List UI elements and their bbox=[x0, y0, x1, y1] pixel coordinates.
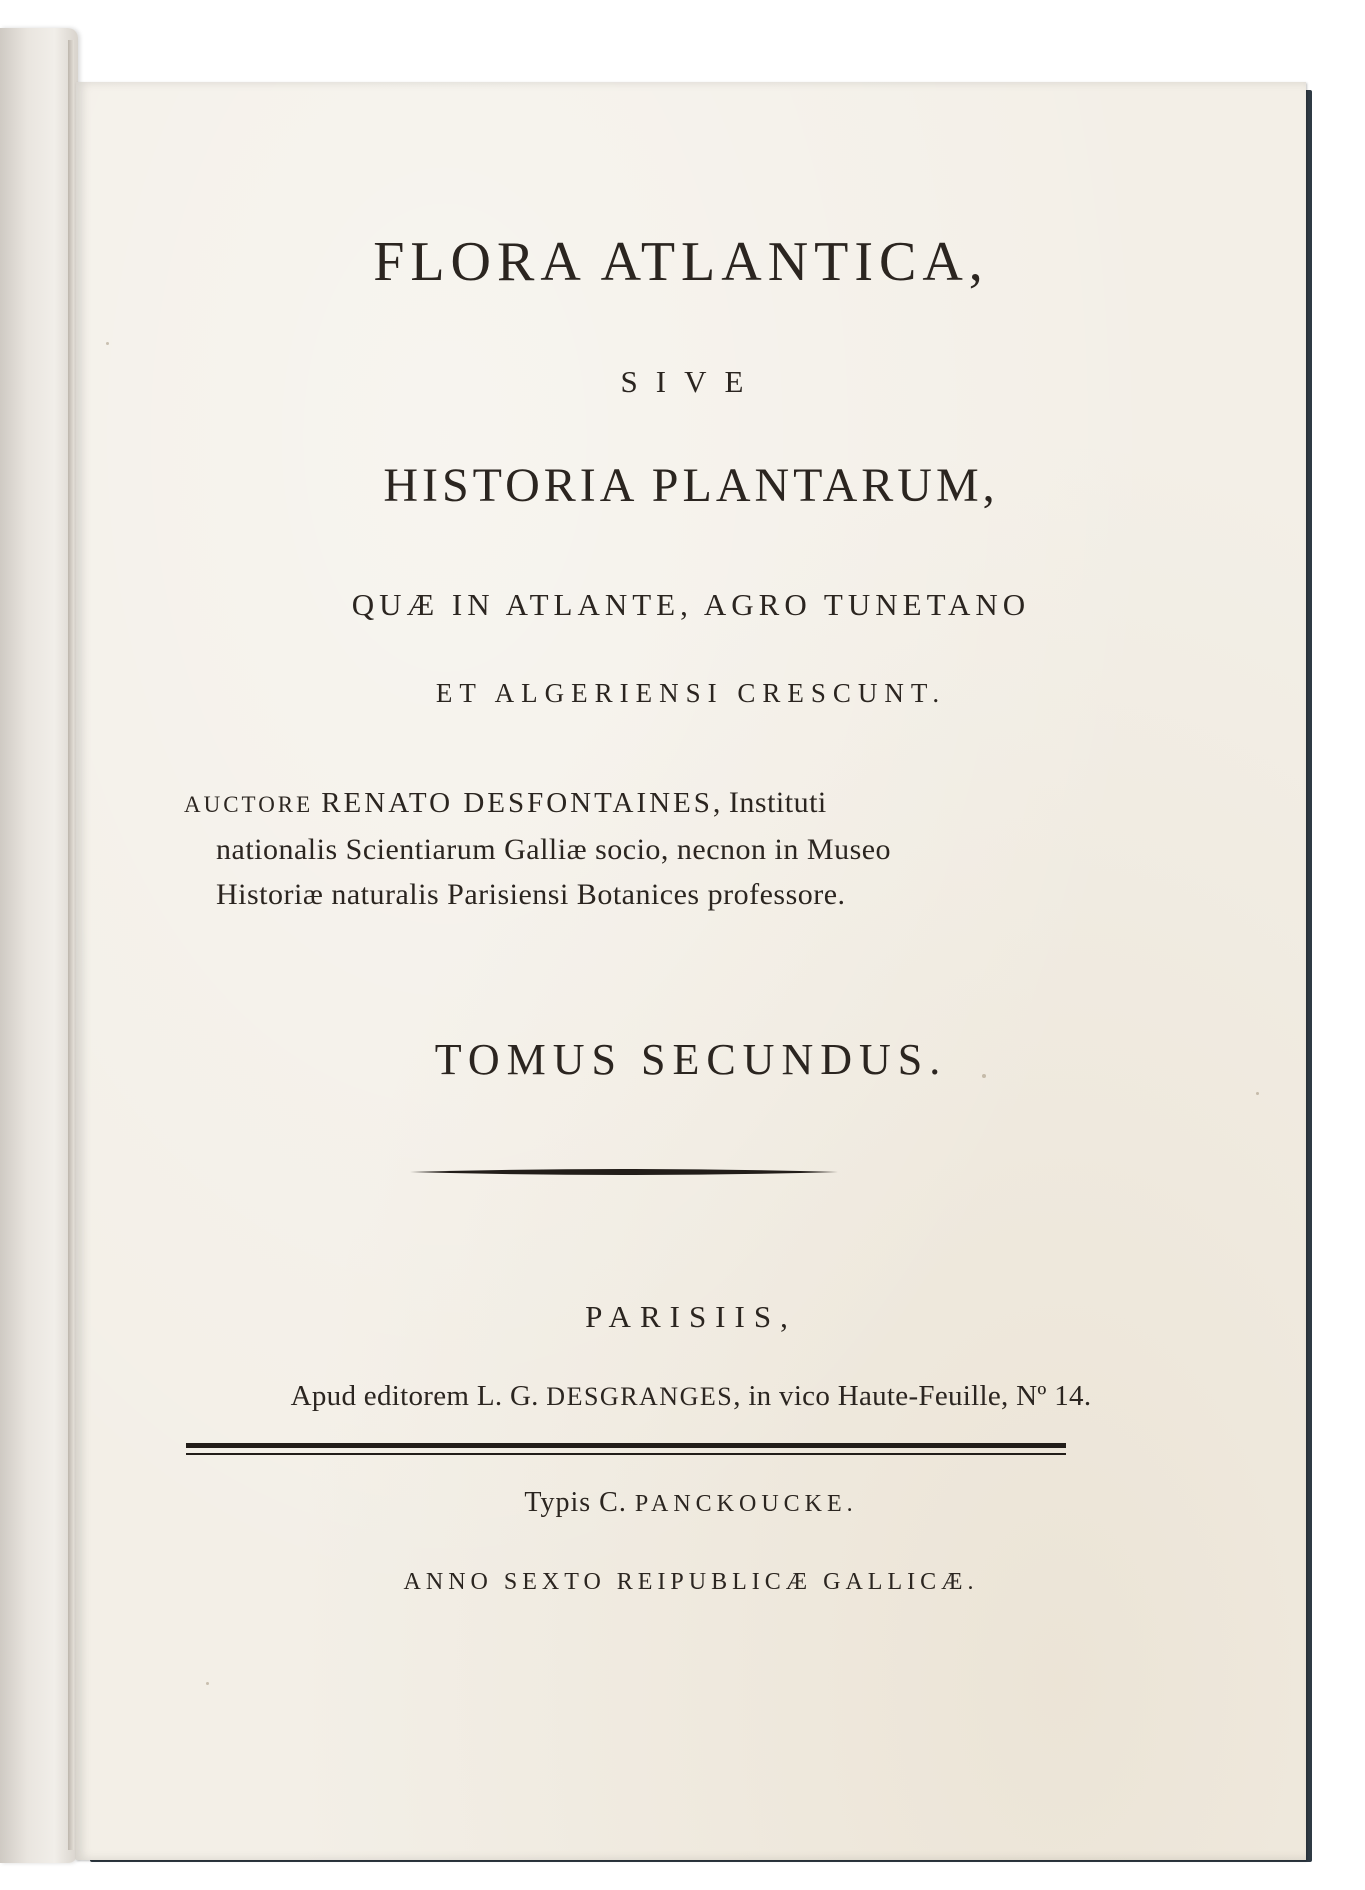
author-name: RENATO DESFONTAINES bbox=[321, 787, 713, 819]
double-rule-divider bbox=[186, 1443, 1066, 1455]
publisher-prefix: Apud editorem L. G. bbox=[290, 1380, 539, 1412]
author-line-2: nationalis Scientiarum Galliæ socio, necnon in Museo bbox=[216, 833, 892, 866]
book-binding-left bbox=[0, 28, 78, 1863]
publisher-suffix: , in vico Haute-Feuille, Nº 14. bbox=[733, 1380, 1092, 1412]
author-line-3: Historiæ naturalis Parisiensi Botanices professore. bbox=[216, 878, 846, 911]
book-title: FLORA ATLANTICA, bbox=[373, 231, 989, 293]
paper-speck bbox=[106, 342, 109, 345]
printer-name: PANCKOUCKE. bbox=[634, 1491, 858, 1517]
title-page bbox=[76, 82, 1306, 1860]
imprint-publisher bbox=[76, 1380, 1306, 1413]
swelled-rule-ornament bbox=[410, 1167, 838, 1177]
imprint-date: ANNO SEXTO REIPUBLICÆ GALLICÆ. bbox=[403, 1569, 979, 1595]
author-line1-rest: , Instituti bbox=[712, 786, 827, 819]
imprint-printer bbox=[76, 1487, 1306, 1519]
title-connector: SIVE bbox=[620, 364, 762, 399]
publisher-name: DESGRANGES bbox=[546, 1382, 734, 1411]
subtitle-line-1: QUÆ IN ATLANTE, AGRO TUNETANO bbox=[351, 587, 1031, 622]
rule-thin bbox=[186, 1453, 1066, 1455]
imprint-place: PARISIIS, bbox=[585, 1299, 797, 1334]
book-subtitle: HISTORIA PLANTARUM, bbox=[383, 459, 999, 512]
rule-thick bbox=[186, 1443, 1066, 1448]
previous-leaf-edge bbox=[68, 40, 74, 1850]
volume-label: TOMUS SECUNDUS. bbox=[434, 1035, 948, 1084]
author-statement bbox=[184, 780, 1114, 917]
paper-speck bbox=[982, 1074, 986, 1078]
printer-prefix: Typis C. bbox=[524, 1487, 627, 1518]
author-prefix: AUCTORE bbox=[184, 792, 314, 817]
subtitle-line-2: ET ALGERIENSI CRESCUNT. bbox=[435, 678, 947, 708]
paper-speck bbox=[1256, 1092, 1259, 1095]
paper-speck bbox=[206, 1682, 209, 1685]
